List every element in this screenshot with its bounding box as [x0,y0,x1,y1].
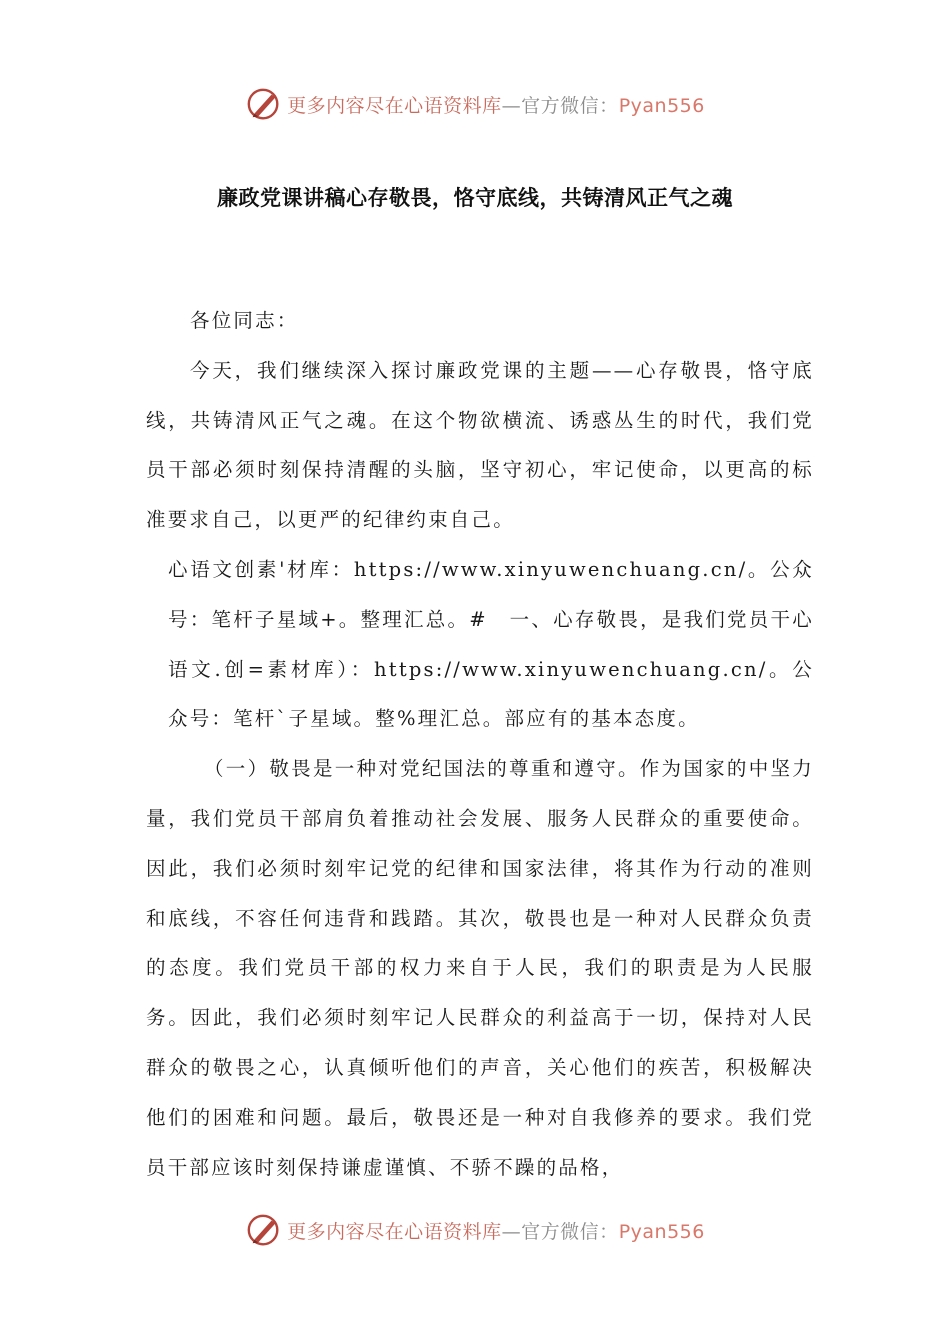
paragraph-3: （一）敬畏是一种对党纪国法的尊重和遵守。作为国家的中坚力量，我们党员干部肩负着推动社会发展、服务人民群众的重要使命。因此，我们必须时刻牢记党的纪律和国家法律，将其作为行动的准则和底线，不容任何违背和践踏。其次，敬畏也是一种对人民群众负责的态度。我们党员干部的权力来自于人民，我们的职责是为人民服务。因此，我们必须时刻牢记人民群众的利益高于一切，保持对人民群众的敬畏之心，认真倾听他们的声音，关心他们的疾苦，积极解决他们的困难和问题。最后，敬畏还是一种对自我修养的要求。我们党员干部应该时刻保持谦虚谨慎、不骄不躁的品格， [146,757,814,1179]
document-title: 廉政党课讲稿心存敬畏，恪守底线，共铸清风正气之魂 [217,186,733,210]
banner-wechat-id: Pyan556 [618,94,705,117]
paragraph-1: 今天，我们继续深入探讨廉政党课的主题——心存敬畏，恪守底线，共铸清风正气之魂。在这个物欲横流、诱惑丛生的时代，我们党员干部必须时刻保持清醒的头脑，坚守初心，牢记使命，以更高的标准要求自己，以更严的纪律约束自己。 [146,358,814,532]
banner-text [287,91,705,118]
salutation: 各位同志： [190,309,299,332]
banner-wechat-id: Pyan556 [618,1220,705,1243]
banner-separator: — [501,1220,522,1243]
header-banner [0,84,950,124]
banner-label: 官方微信： [521,1220,619,1243]
paragraph-2: 心语文创素'材库：https://www.xinyuwenchuang.cn/。公众号：笔杆子星域+。整理汇总。# 一、心存敬畏，是我们党员干心语文.创=素材库）：https://www.xinyuwenchuang.cn/。公众号：笔杆`子星域。整%理汇总。部应有的基本态度。 [168,557,814,731]
banner-label: 官方微信： [521,94,619,117]
pen-logo-icon [245,85,283,123]
footer-banner [0,1210,950,1250]
banner-separator: — [501,94,522,117]
banner-brand: 更多内容尽在心语资料库 [287,1220,502,1243]
pen-logo-icon [245,1211,283,1249]
document-body [146,296,814,1192]
banner-text [287,1217,705,1244]
banner-brand: 更多内容尽在心语资料库 [287,94,502,117]
